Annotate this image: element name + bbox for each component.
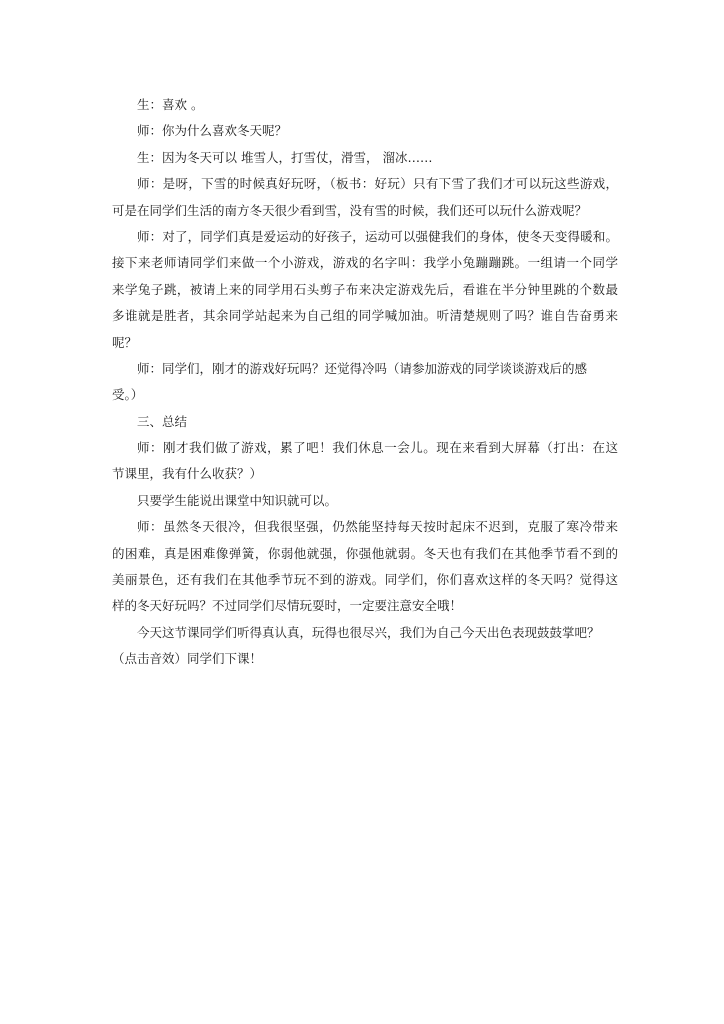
document-body <box>112 92 618 673</box>
text-line: 受。） <box>112 387 144 403</box>
text-line: 节课里，我有什么收获？） <box>112 466 263 482</box>
text-line: 呢？ <box>112 334 138 350</box>
text-line: 多谁就是胜者，其余同学站起来为自己组的同学喊加油。听清楚规则了吗？谁自告奋勇来 <box>112 308 618 324</box>
text-line: 师：是呀，下雪的时候真好玩呀，（板书：好玩）只有下雪了我们才可以玩这些游戏， <box>137 176 618 192</box>
text-line: 师：刚才我们做了游戏，累了吧！我们休息一会儿。现在来看到大屏幕（打出：在这 <box>137 440 618 456</box>
text-line: 师：同学们，刚才的游戏好玩吗？还觉得冷吗（请参加游戏的同学谈谈游戏后的感 <box>137 360 588 376</box>
text-line: 美丽景色，还有我们在其他季节玩不到的游戏。同学们，你们喜欢这样的冬天吗？觉得这 <box>112 572 618 588</box>
text-line: 的困难，真是困难像弹簧，你弱他就强，你强他就弱。冬天也有我们在其他季节看不到的 <box>112 545 618 561</box>
text-line: 师：你为什么喜欢冬天呢？ <box>137 123 288 139</box>
text-line: 可是在同学们生活的南方冬天很少看到雪，没有雪的时候，我们还可以玩什么游戏呢？ <box>112 202 588 218</box>
text-line: 生：因为冬天可以 堆雪人，打雪仗，滑雪， 溜冰…… <box>137 149 433 165</box>
text-line: 师：对了，同学们真是爱运动的好孩子，运动可以强健我们的身体，使冬天变得暖和。 <box>137 228 618 244</box>
text-line: 生：喜欢 。 <box>137 97 204 112</box>
text-line: 样的冬天好玩吗？不过同学们尽情玩耍时，一定要注意安全哦！ <box>112 598 463 614</box>
text-line: 来学兔子跳，被请上来的同学用石头剪子布来决定游戏先后，看谁在半分钟里跳的个数最 <box>112 281 618 297</box>
text-line: 今天这节课同学们听得真认真，玩得也很尽兴，我们为自己今天出色表现鼓鼓掌吧？ <box>137 624 600 640</box>
text-line: （点击音效）同学们下课！ <box>112 651 263 667</box>
text-line: 只要学生能说出课堂中知识就可以。 <box>137 492 338 508</box>
text-line: 师：虽然冬天很冷，但我很坚强，仍然能坚持每天按时起床不迟到，克服了寒冷带来 <box>137 519 618 535</box>
text-line: 接下来老师请同学们来做一个小游戏，游戏的名字叫：我学小兔蹦蹦跳。一组请一个同学 <box>112 255 618 271</box>
section-heading: 三、总结 <box>137 413 188 429</box>
